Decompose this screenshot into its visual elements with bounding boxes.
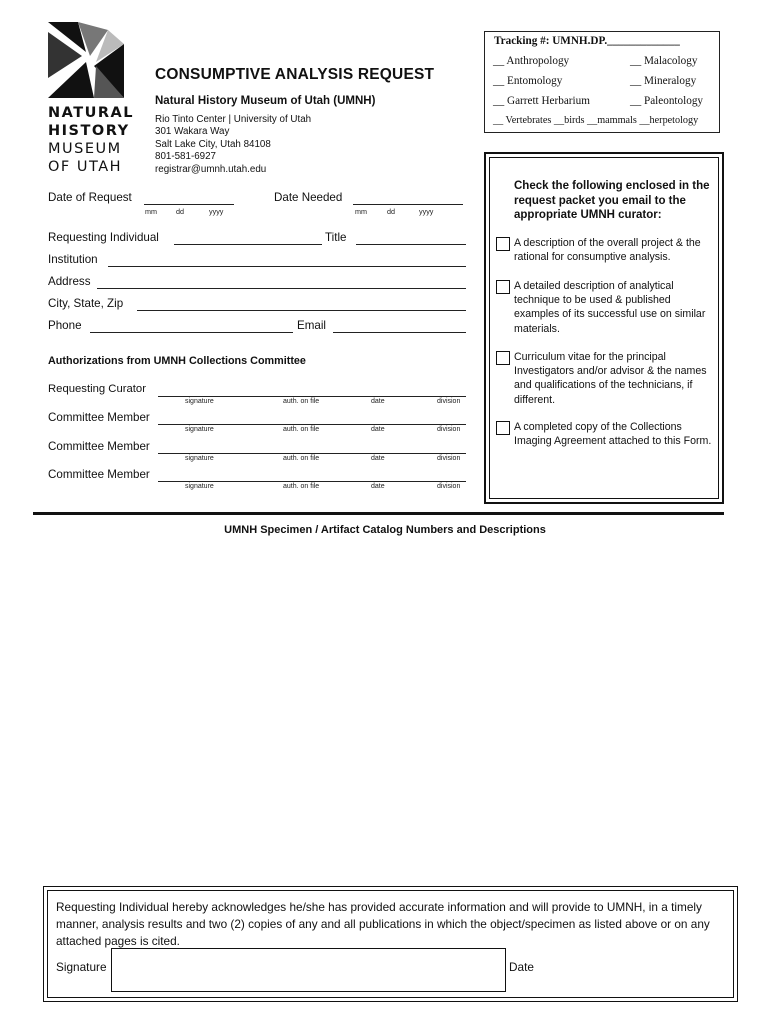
dept-anthropology-option[interactable]: __ Anthropology — [493, 55, 570, 67]
museum-address — [155, 114, 311, 176]
date-label: Date — [509, 960, 534, 974]
sub-auth: auth. on file — [283, 426, 320, 433]
requesting-individual-field[interactable] — [174, 244, 322, 245]
museum-logo-text — [48, 104, 134, 176]
date-hint-dd: dd — [176, 207, 184, 216]
sub-division: division — [437, 455, 461, 462]
signature-label: Signature — [56, 960, 107, 974]
sub-date: date — [371, 426, 385, 433]
address-label: Address — [48, 275, 91, 288]
authorizations-heading: Authorizations from UMNH Collections Committee — [48, 355, 306, 367]
sub-signature: signature — [185, 398, 214, 405]
logo-line: NATURAL — [48, 105, 135, 121]
dept-vertebrates-option[interactable]: __ Vertebrates __birds __mammals __herpetology — [493, 115, 699, 126]
title-field[interactable] — [356, 244, 466, 245]
date-of-request-field[interactable] — [144, 204, 234, 205]
sub-date: date — [371, 483, 385, 490]
checklist-heading: Check the following enclosed in the request packet you email to the appropriate UMNH curator: — [514, 180, 710, 221]
sub-division: division — [437, 426, 461, 433]
sub-auth: auth. on file — [283, 398, 320, 405]
sub-auth: auth. on file — [283, 455, 320, 462]
date-hint-dd: dd — [387, 207, 395, 216]
enclosure-checklist — [484, 152, 724, 504]
sub-division: division — [437, 483, 461, 490]
museum-email: registrar@umnh.utah.edu — [155, 163, 267, 175]
date-hint-mm: mm — [145, 207, 157, 216]
date-hint-yyyy: yyyy — [419, 207, 434, 216]
acknowledgement-box — [43, 886, 738, 1002]
checklist-item-text: A description of the overall project & the rational for consumptive analysis. — [514, 237, 701, 264]
museum-phone: 801-581-6927 — [155, 151, 217, 163]
phone-field[interactable] — [90, 332, 293, 333]
title-label: Title — [325, 231, 347, 244]
checkbox[interactable] — [496, 237, 510, 251]
dept-mineralogy-option[interactable]: __ Mineralogy — [630, 75, 697, 87]
sub-date: date — [371, 455, 385, 462]
date-needed-label: Date Needed — [274, 191, 343, 204]
city-state-zip-field[interactable] — [137, 310, 466, 311]
institution-field[interactable] — [108, 266, 466, 267]
sub-auth: auth. on file — [283, 483, 320, 490]
phone-label: Phone — [48, 319, 82, 332]
acknowledgement-text: Requesting Individual hereby acknowledges he/she has provided accurate information and will provide to UMNH, in a timely manner, analysis results and two (2) copies of any and all publications in which the object/specimen as listed above or on any attached pages is cited. — [56, 900, 710, 948]
auth-row-label: Committee Member — [48, 411, 150, 424]
dept-entomology-option[interactable]: __ Entomology — [493, 75, 563, 87]
auth-signature-field[interactable] — [158, 453, 466, 454]
checklist-item-text: Curriculum vitae for the principal Investigators and/or advisor & the names and qualifications of the technicians, if different. — [514, 351, 707, 406]
logo-line: HISTORY — [48, 123, 130, 139]
checkbox[interactable] — [496, 280, 510, 294]
auth-row-label: Requesting Curator — [48, 383, 146, 395]
checkbox[interactable] — [496, 421, 510, 435]
museum-logo-icon — [48, 22, 124, 98]
auth-signature-field[interactable] — [158, 396, 466, 397]
address-line: Salt Lake City, Utah 84108 — [155, 138, 271, 150]
signature-field[interactable] — [111, 948, 506, 992]
city-state-zip-label: City, State, Zip — [48, 297, 124, 310]
email-label: Email — [297, 319, 326, 332]
dept-malacology-option[interactable]: __ Malacology — [630, 55, 698, 67]
sub-date: date — [371, 398, 385, 405]
sub-signature: signature — [185, 455, 214, 462]
dept-herbarium-option[interactable]: __ Garrett Herbarium — [493, 95, 590, 107]
date-hint-yyyy: yyyy — [209, 207, 224, 216]
sub-signature: signature — [185, 426, 214, 433]
dept-paleontology-option[interactable]: __ Paleontology — [630, 95, 704, 107]
tracking-box — [484, 31, 720, 133]
checkbox[interactable] — [496, 351, 510, 365]
catalog-section-heading: UMNH Specimen / Artifact Catalog Numbers and Descriptions — [224, 524, 546, 536]
auth-row-label: Committee Member — [48, 440, 150, 453]
auth-row-label: Committee Member — [48, 468, 150, 481]
checklist-item-text: A completed copy of the Collections Imaging Agreement attached to this Form. — [514, 421, 712, 448]
catalog-entry-area[interactable] — [33, 545, 724, 875]
institution-label: Institution — [48, 253, 98, 266]
sub-signature: signature — [185, 483, 214, 490]
checklist-item-text: A detailed description of analytical technique to be used & published examples of its successful use on similar materials. — [514, 280, 706, 335]
address-field[interactable] — [97, 288, 466, 289]
email-field[interactable] — [333, 332, 466, 333]
auth-signature-field[interactable] — [158, 481, 466, 482]
date-needed-field[interactable] — [353, 204, 463, 205]
address-line: Rio Tinto Center | University of Utah — [155, 114, 312, 125]
auth-signature-field[interactable] — [158, 424, 466, 425]
requesting-individual-label: Requesting Individual — [48, 231, 159, 244]
sub-division: division — [437, 398, 461, 405]
page-title: CONSUMPTIVE ANALYSIS REQUEST — [155, 66, 435, 83]
logo-line: MUSEUM — [48, 141, 122, 157]
date-hint-mm: mm — [355, 207, 367, 216]
address-line: 301 Wakara Way — [155, 126, 230, 138]
page-subtitle: Natural History Museum of Utah (UMNH) — [155, 95, 376, 107]
section-divider — [33, 512, 724, 515]
logo-line: OF UTAH — [48, 159, 123, 175]
tracking-number-field[interactable]: Tracking #: UMNH.DP._____________ — [494, 35, 680, 47]
date-of-request-label: Date of Request — [48, 191, 132, 204]
